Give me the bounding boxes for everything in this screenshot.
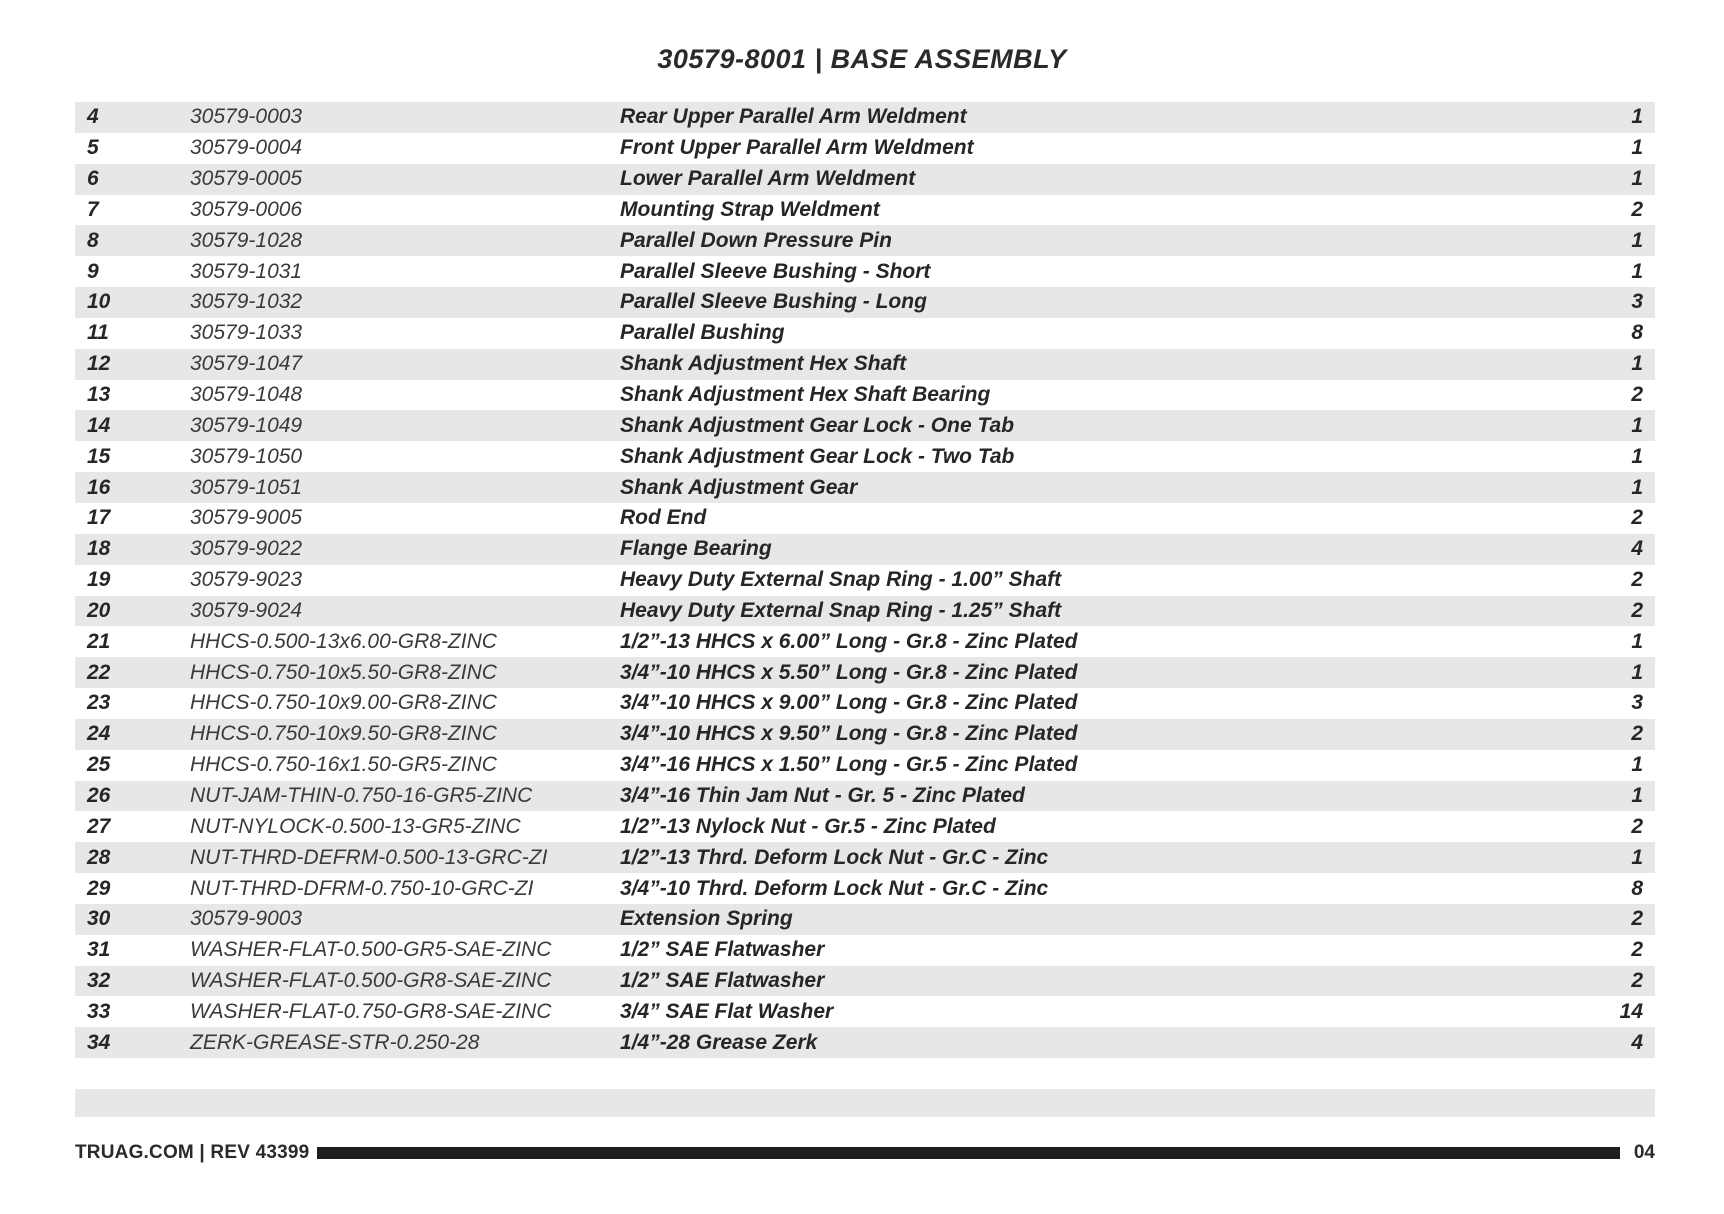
- quantity: 1: [1631, 783, 1643, 807]
- table-row: [75, 811, 1655, 842]
- part-number: 30579-1050: [190, 444, 303, 468]
- part-description: Flange Bearing: [620, 537, 772, 561]
- quantity: 1: [1631, 444, 1643, 468]
- item-number: 31: [87, 938, 111, 962]
- quantity: 4: [1631, 1030, 1643, 1054]
- part-number: WASHER-FLAT-0.750-GR8-SAE-ZINC: [190, 999, 552, 1023]
- part-description: Shank Adjustment Gear: [620, 475, 858, 499]
- table-row: [75, 688, 1655, 719]
- item-number: 19: [87, 568, 111, 592]
- item-number: 17: [87, 506, 111, 530]
- part-number: 30579-9024: [190, 598, 303, 622]
- item-number: 8: [87, 228, 99, 252]
- quantity: 2: [1631, 722, 1643, 746]
- quantity: 2: [1631, 383, 1643, 407]
- table-row: [75, 904, 1655, 935]
- quantity: 1: [1631, 167, 1643, 191]
- table-row: [75, 349, 1655, 380]
- quantity: 8: [1631, 876, 1643, 900]
- item-number: 27: [87, 814, 111, 838]
- part-number: NUT-NYLOCK-0.500-13-GR5-ZINC: [190, 814, 521, 838]
- part-number: HHCS-0.500-13x6.00-GR8-ZINC: [190, 629, 497, 653]
- item-number: 21: [87, 629, 111, 653]
- table-row: [75, 935, 1655, 966]
- part-number: WASHER-FLAT-0.500-GR5-SAE-ZINC: [190, 938, 552, 962]
- part-description: Mounting Strap Weldment: [620, 197, 880, 221]
- table-row: [75, 287, 1655, 318]
- part-description: 1/2”-13 Thrd. Deform Lock Nut - Gr.C - Zinc: [620, 845, 1049, 869]
- table-row: [75, 380, 1655, 411]
- quantity: 2: [1631, 506, 1643, 530]
- item-number: 7: [87, 197, 99, 221]
- quantity: 3: [1631, 290, 1643, 314]
- part-description: Front Upper Parallel Arm Weldment: [620, 136, 974, 160]
- part-number: 30579-1028: [190, 228, 303, 252]
- part-number: HHCS-0.750-10x9.50-GR8-ZINC: [190, 722, 497, 746]
- part-description: Heavy Duty External Snap Ring - 1.25” Shaft: [620, 598, 1062, 622]
- part-description: Parallel Bushing: [620, 321, 785, 345]
- part-number: 30579-9003: [190, 907, 303, 931]
- part-number: HHCS-0.750-16x1.50-GR5-ZINC: [190, 753, 497, 777]
- table-row: [75, 318, 1655, 349]
- part-number: 30579-0004: [190, 136, 303, 160]
- item-number: 22: [87, 660, 111, 684]
- part-description: 1/4”-28 Grease Zerk: [620, 1030, 818, 1054]
- item-number: 26: [87, 783, 111, 807]
- part-number: 30579-1047: [190, 352, 303, 376]
- part-description: 1/2” SAE Flatwasher: [620, 969, 825, 993]
- part-description: 3/4”-10 Thrd. Deform Lock Nut - Gr.C - Zinc: [620, 876, 1049, 900]
- item-number: 10: [87, 290, 111, 314]
- item-number: 4: [87, 105, 99, 129]
- footer-site-rev: TRUAG.COM | REV 43399: [75, 1142, 310, 1163]
- quantity: 14: [1619, 999, 1643, 1023]
- table-row: [75, 534, 1655, 565]
- quantity: 2: [1631, 907, 1643, 931]
- part-description: 1/2”-13 Nylock Nut - Gr.5 - Zinc Plated: [620, 814, 996, 838]
- part-description: Lower Parallel Arm Weldment: [620, 167, 916, 191]
- part-description: 3/4” SAE Flat Washer: [620, 999, 834, 1023]
- quantity: 2: [1631, 969, 1643, 993]
- quantity: 2: [1631, 598, 1643, 622]
- part-number: 30579-0005: [190, 167, 303, 191]
- item-number: 16: [87, 475, 111, 499]
- table-row: [75, 133, 1655, 164]
- table-row: [75, 225, 1655, 256]
- part-number: 30579-1051: [190, 475, 303, 499]
- table-row: [75, 441, 1655, 472]
- table-row: [75, 842, 1655, 873]
- table-row: [75, 472, 1655, 503]
- quantity: 1: [1631, 475, 1643, 499]
- part-description: Shank Adjustment Hex Shaft: [620, 352, 907, 376]
- part-description: 3/4”-10 HHCS x 9.50” Long - Gr.8 - Zinc Plated: [620, 722, 1078, 746]
- part-number: 30579-9023: [190, 568, 303, 592]
- item-number: 29: [87, 876, 111, 900]
- quantity: 1: [1631, 753, 1643, 777]
- page-title: 30579-8001 | BASE ASSEMBLY: [657, 44, 1067, 74]
- table-row: [75, 503, 1655, 534]
- part-number: HHCS-0.750-10x9.00-GR8-ZINC: [190, 691, 497, 715]
- part-description: Shank Adjustment Gear Lock - Two Tab: [620, 444, 1015, 468]
- quantity: 1: [1631, 228, 1643, 252]
- quantity: 2: [1631, 938, 1643, 962]
- table-row: [75, 626, 1655, 657]
- quantity: 2: [1631, 814, 1643, 838]
- table-row: [75, 750, 1655, 781]
- item-number: 33: [87, 999, 111, 1023]
- page-footer: [75, 1141, 1655, 1165]
- item-number: 20: [87, 598, 111, 622]
- part-number: NUT-JAM-THIN-0.750-16-GR5-ZINC: [190, 783, 533, 807]
- table-row: [75, 256, 1655, 287]
- part-number: 30579-1031: [190, 259, 303, 283]
- table-row: [75, 873, 1655, 904]
- part-number: NUT-THRD-DEFRM-0.500-13-GRC-ZI: [190, 845, 548, 869]
- item-number: 25: [87, 753, 111, 777]
- part-description: 1/2”-13 HHCS x 6.00” Long - Gr.8 - Zinc Plated: [620, 629, 1078, 653]
- quantity: 2: [1631, 197, 1643, 221]
- part-description: 3/4”-10 HHCS x 5.50” Long - Gr.8 - Zinc Plated: [620, 660, 1078, 684]
- blank-row-band: [75, 1089, 1655, 1117]
- part-number: 30579-9022: [190, 537, 303, 561]
- item-number: 32: [87, 969, 111, 993]
- parts-list: [75, 102, 1655, 1058]
- item-number: 15: [87, 444, 111, 468]
- table-row: [75, 410, 1655, 441]
- part-number: WASHER-FLAT-0.500-GR8-SAE-ZINC: [190, 969, 552, 993]
- table-row: [75, 195, 1655, 226]
- part-number: 30579-0006: [190, 197, 303, 221]
- item-number: 24: [87, 722, 111, 746]
- table-row: [75, 565, 1655, 596]
- table-row: [75, 657, 1655, 688]
- part-number: 30579-1033: [190, 321, 303, 345]
- item-number: 14: [87, 413, 111, 437]
- quantity: 3: [1631, 691, 1643, 715]
- quantity: 1: [1631, 136, 1643, 160]
- quantity: 1: [1631, 352, 1643, 376]
- item-number: 9: [87, 259, 99, 283]
- footer-divider-bar: [317, 1147, 1619, 1159]
- part-number: 30579-1049: [190, 413, 303, 437]
- item-number: 23: [87, 691, 111, 715]
- item-number: 6: [87, 167, 99, 191]
- part-number: HHCS-0.750-10x5.50-GR8-ZINC: [190, 660, 497, 684]
- quantity: 8: [1631, 321, 1643, 345]
- part-description: Parallel Sleeve Bushing - Short: [620, 259, 931, 283]
- quantity: 1: [1631, 660, 1643, 684]
- part-description: Extension Spring: [620, 907, 793, 931]
- part-description: Rear Upper Parallel Arm Weldment: [620, 105, 967, 129]
- page-number: 04: [1633, 1142, 1655, 1163]
- part-description: 3/4”-10 HHCS x 9.00” Long - Gr.8 - Zinc Plated: [620, 691, 1078, 715]
- item-number: 30: [87, 907, 111, 931]
- table-row: [75, 996, 1655, 1027]
- item-number: 13: [87, 383, 111, 407]
- item-number: 34: [87, 1030, 111, 1054]
- table-row: [75, 164, 1655, 195]
- part-description: 3/4”-16 Thin Jam Nut - Gr. 5 - Zinc Plated: [620, 783, 1025, 807]
- quantity: 2: [1631, 568, 1643, 592]
- part-description: Parallel Down Pressure Pin: [620, 228, 892, 252]
- table-row: [75, 966, 1655, 997]
- item-number: 5: [87, 136, 99, 160]
- part-description: 1/2” SAE Flatwasher: [620, 938, 825, 962]
- item-number: 12: [87, 352, 111, 376]
- quantity: 1: [1631, 259, 1643, 283]
- part-number: ZERK-GREASE-STR-0.250-28: [190, 1030, 480, 1054]
- part-number: NUT-THRD-DFRM-0.750-10-GRC-ZI: [190, 876, 534, 900]
- part-description: 3/4”-16 HHCS x 1.50” Long - Gr.5 - Zinc Plated: [620, 753, 1078, 777]
- part-description: Heavy Duty External Snap Ring - 1.00” Shaft: [620, 568, 1062, 592]
- part-number: 30579-0003: [190, 105, 303, 129]
- part-number: 30579-1048: [190, 383, 303, 407]
- quantity: 1: [1631, 629, 1643, 653]
- item-number: 28: [87, 845, 111, 869]
- table-row: [75, 102, 1655, 133]
- table-row: [75, 719, 1655, 750]
- table-row: [75, 596, 1655, 627]
- part-number: 30579-9005: [190, 506, 303, 530]
- item-number: 18: [87, 537, 111, 561]
- part-description: Shank Adjustment Gear Lock - One Tab: [620, 413, 1015, 437]
- part-description: Rod End: [620, 506, 707, 530]
- part-description: Parallel Sleeve Bushing - Long: [620, 290, 927, 314]
- table-row: [75, 1027, 1655, 1058]
- part-number: 30579-1032: [190, 290, 303, 314]
- quantity: 1: [1631, 413, 1643, 437]
- quantity: 4: [1631, 537, 1643, 561]
- quantity: 1: [1631, 105, 1643, 129]
- item-number: 11: [87, 321, 109, 345]
- quantity: 1: [1631, 845, 1643, 869]
- part-description: Shank Adjustment Hex Shaft Bearing: [620, 383, 991, 407]
- table-row: [75, 781, 1655, 812]
